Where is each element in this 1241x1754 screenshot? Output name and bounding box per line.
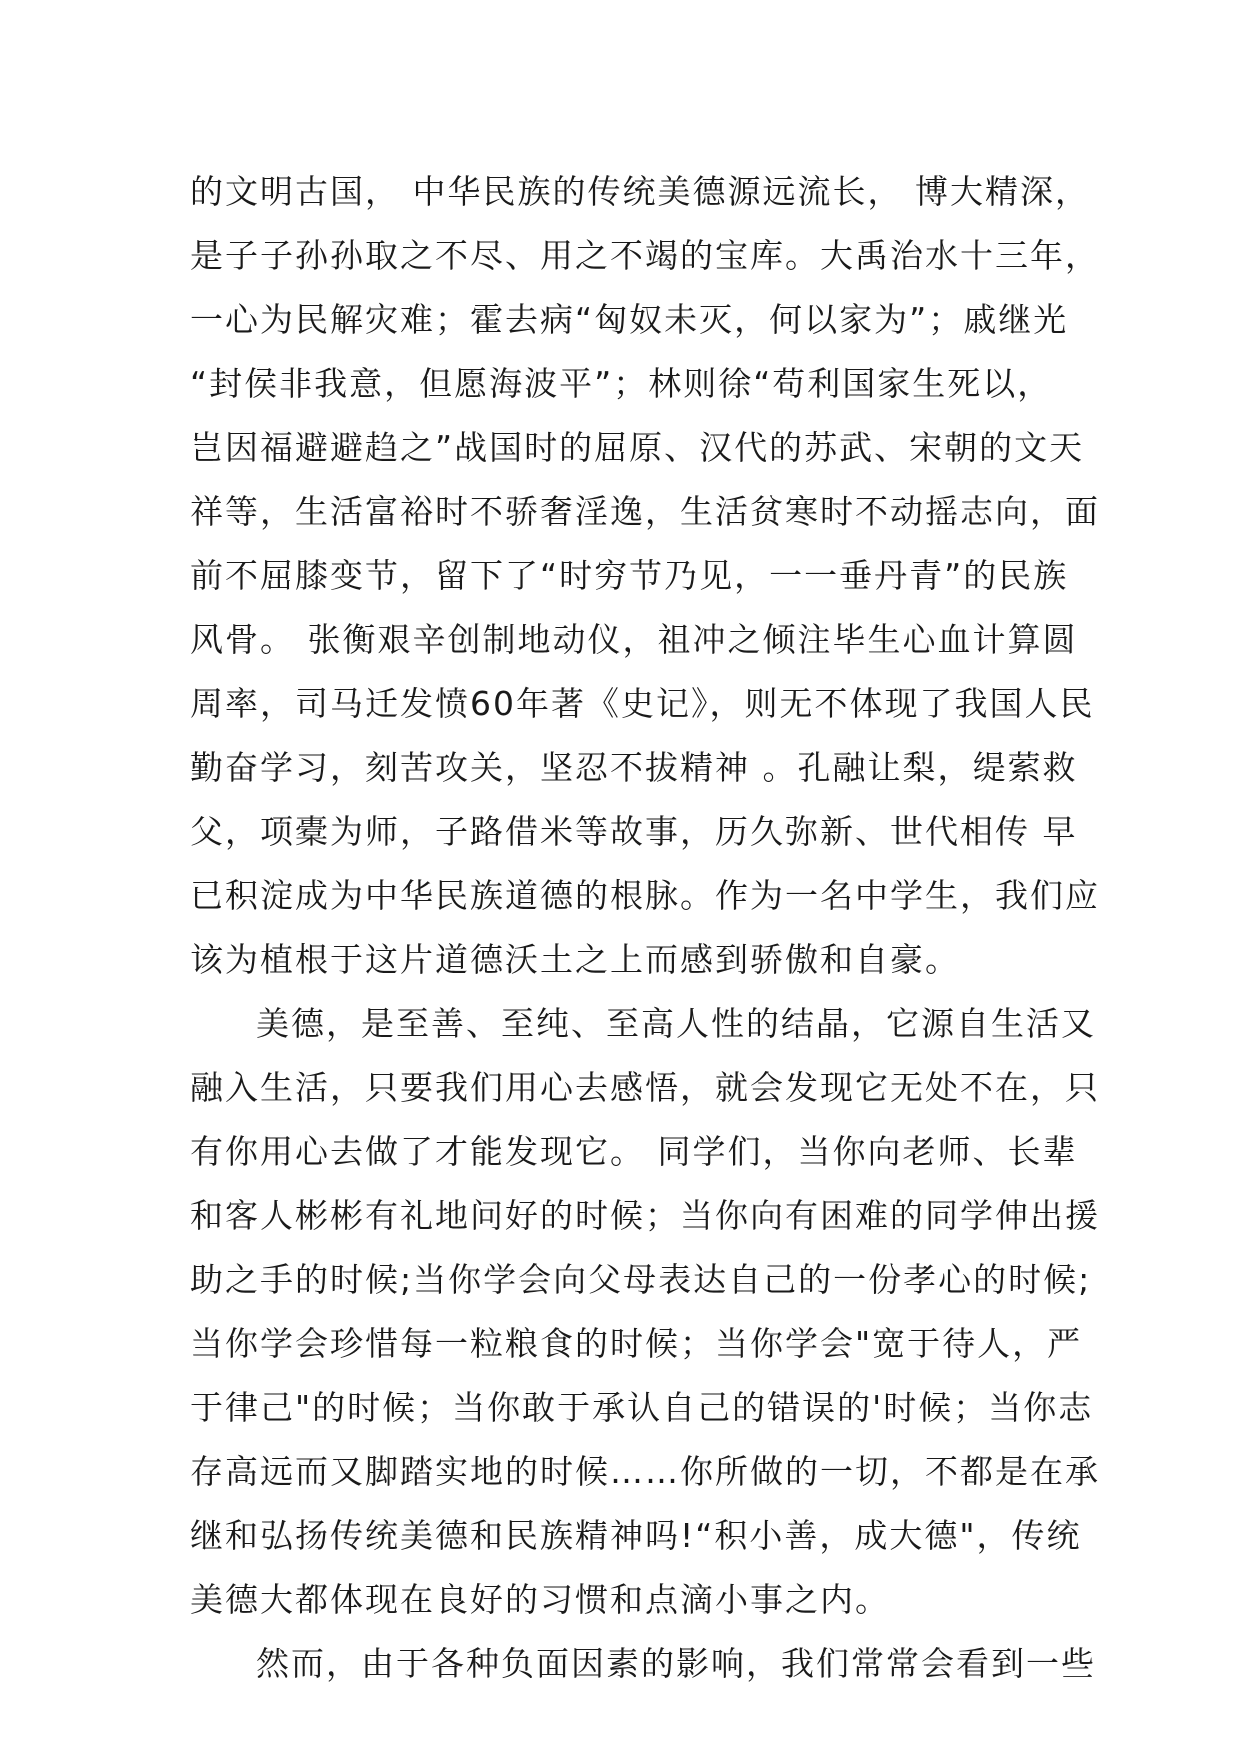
text-line: 有你用心去做了才能发现它。 同学们，当你向老师、长辈 — [190, 1132, 1078, 1171]
text-line: 前不屈膝变节，留下了“时穷节乃见，一一垂丹青”的民族 — [190, 556, 1069, 595]
body-text — [190, 160, 1100, 1696]
text-line: 已积淀成为中华民族道德的根脉。作为一名中学生，我们应 — [190, 876, 1100, 915]
text-line: 和客人彬彬有礼地问好的时候；当你向有困难的同学伸出援 — [190, 1196, 1100, 1235]
text-line: 美德大都体现在良好的习惯和点滴小事之内。 — [190, 1580, 890, 1619]
text-line: 祥等，生活富裕时不骄奢淫逸，生活贫寒时不动摇志向，面 — [190, 492, 1100, 531]
text-line: 继和弘扬传统美德和民族精神吗!“积小善，成大德"，传统 — [190, 1516, 1082, 1555]
text-line: 周率，司马迁发愤60年著《史记》，则无不体现了我国人民 — [190, 684, 1095, 723]
text-line: “封侯非我意，但愿海波平”；林则徐“苟利国家生死以， — [190, 364, 1053, 403]
text-line: 当你学会珍惜每一粒粮食的时候；当你学会"宽于待人，严 — [190, 1324, 1083, 1363]
text-line: 是子子孙孙取之不尽、用之不竭的宝库。大禹治水十三年， — [190, 236, 1100, 275]
text-line: 该为植根于这片道德沃土之上而感到骄傲和自豪。 — [190, 940, 960, 979]
text-line: 的文明古国， 中华民族的传统美德源远流长， 博大精深， — [190, 172, 1090, 211]
text-line: 于律己"的时候；当你敢于承认自己的错误的'时候；当你志 — [190, 1388, 1094, 1427]
text-line: 父，项橐为师，子路借米等故事，历久弥新、世代相传 早 — [190, 812, 1078, 851]
text-line: 岂因福避避趋之”战国时的屈原、汉代的苏武、宋朝的文天 — [190, 428, 1085, 467]
paragraph-start-line: 然而，由于各种负面因素的影响，我们常常会看到一些 — [256, 1644, 1096, 1683]
text-line: 助之手的时候;当你学会向父母表达自己的一份孝心的时候; — [190, 1260, 1092, 1299]
text-line: 融入生活，只要我们用心去感悟，就会发现它无处不在，只 — [190, 1068, 1100, 1107]
text-line: 勤奋学习，刻苦攻关，坚忍不拔精神 。孔融让梨，缇萦救 — [190, 748, 1078, 787]
text-line: 存高远而又脚踏实地的时候……你所做的一切，不都是在承 — [190, 1452, 1100, 1491]
text-line: 风骨。 张衡艰辛创制地动仪，祖冲之倾注毕生心血计算圆 — [190, 620, 1078, 659]
paragraph-start-line: 美德，是至善、至纯、至高人性的结晶，它源自生活又 — [256, 1004, 1096, 1043]
text-line: 一心为民解灾难；霍去病“匈奴未灭，何以家为”；戚继光 — [190, 300, 1069, 339]
